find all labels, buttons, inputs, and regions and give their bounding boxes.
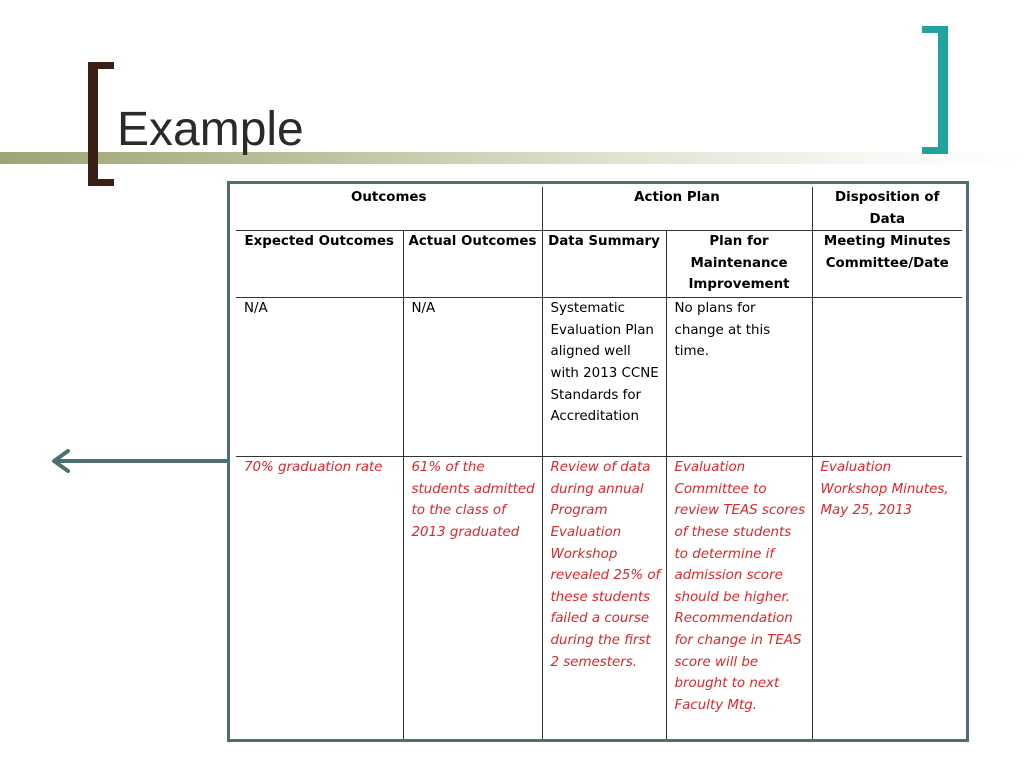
group-header-outcomes: Outcomes [236,187,542,231]
group-header-row [236,187,962,231]
cell-actual: N/A [403,298,542,457]
cell-meeting [812,298,962,457]
slide-title: Example [117,103,304,156]
cell-actual: 61% of the students admitted to the class of 2013 graduated [403,457,542,742]
pointer-arrow-line [54,459,230,463]
cell-plan: No plans for change at this time. [666,298,812,457]
table-row [236,298,962,457]
cell-data-summary: Review of data during annual Program Evaluation Workshop revealed 25% of these students failed a course during the first 2 semesters. [542,457,666,742]
cell-meeting: Evaluation Workshop Minutes, May 25, 2013 [812,457,962,742]
column-header-actual: Actual Outcomes [403,231,542,298]
outcomes-table [236,187,962,742]
column-header-expected: Expected Outcomes [236,231,403,298]
cell-plan: Evaluation Committee to review TEAS scores of these students to determine if admission score should be higher. Recommendation for change in TEAS score will be brought to next Faculty Mtg. [666,457,812,742]
left-bracket-decoration [88,62,114,186]
table-row [236,457,962,742]
column-header-row [236,231,962,298]
column-header-meeting: Meeting Minutes Committee/Date [812,231,962,298]
left-arrow-icon [48,449,72,473]
cell-expected: 70% graduation rate [236,457,403,742]
column-header-data-summary: Data Summary [542,231,666,298]
column-header-plan: Plan for Maintenance Improvement [666,231,812,298]
group-header-disposition: Disposition of Data [812,187,962,231]
cell-expected: N/A [236,298,403,457]
cell-data-summary: Systematic Evaluation Plan aligned well with 2013 CCNE Standards for Accreditation [542,298,666,457]
outcomes-table-frame [227,181,969,742]
group-header-action-plan: Action Plan [542,187,812,231]
right-bracket-decoration [922,26,948,154]
